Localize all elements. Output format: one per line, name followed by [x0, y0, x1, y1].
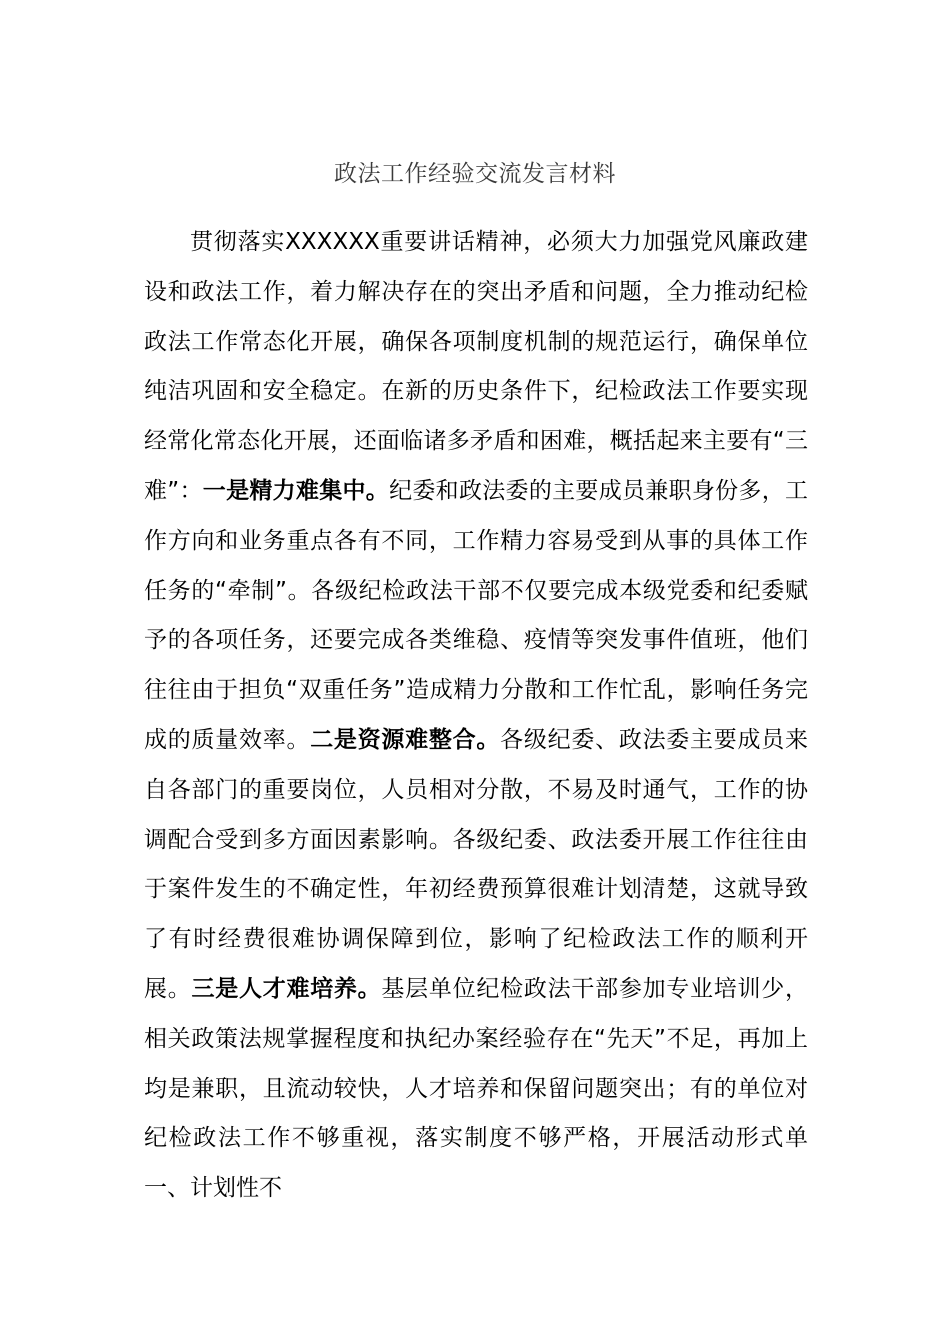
body-paragraph [144, 218, 808, 1214]
paragraph-text-3: 各级纪委、政法委主要成员来自各部门的重要岗位，人员相对分散，不易及时通气，工作的协调配合受到多方面因素影响。各级纪委、政法委开展工作往往由于案件发生的不确定性，年初经费预算很难计划清楚，这就导致了有时经费很难协调保障到位，影响了纪检政法工作的顺利开展。 [144, 726, 809, 1002]
document-title: 政法工作经验交流发言材料 [334, 161, 616, 187]
key-point-2: 二是资源难整合。 [310, 726, 501, 753]
key-point-1: 一是精力难集中。 [202, 477, 390, 504]
paragraph-text-2: 纪委和政法委的主要成员兼职身份多，工作方向和业务重点各有不同，工作精力容易受到从事的具体工作任务的“牵制”。各级纪检政法干部不仅要完成本级党委和纪委赋予的各项任务，还要完成各类维稳、疫情等突发事件值班，他们往往由于担负“双重任务”造成精力分散和工作忙乱，影响任务完成的质量效率。 [144, 477, 808, 753]
key-point-3: 三是人才难培养。 [191, 975, 382, 1002]
paragraph-text-4: 基层单位纪检政法干部参加专业培训少，相关政策法规掌握程度和执纪办案经验存在“先天”不足，再加上均是兼职，且流动较快，人才培养和保留问题突出；有的单位对纪检政法工作不够重视，落实制度不够严格，开展活动形式单一、计划性不 [144, 975, 809, 1202]
paragraph-text-1: 贯彻落实XXXXXX重要讲话精神，必须大力加强党风廉政建设和政法工作，着力解决存在的突出矛盾和问题，全力推动纪检政法工作常态化开展，确保各项制度机制的规范运行，确保单位纯洁巩固和安全稳定。在新的历史条件下，纪检政法工作要实现经常化常态化开展，还面临诸多矛盾和困难，概括起来主要有“三难”： [144, 229, 808, 504]
